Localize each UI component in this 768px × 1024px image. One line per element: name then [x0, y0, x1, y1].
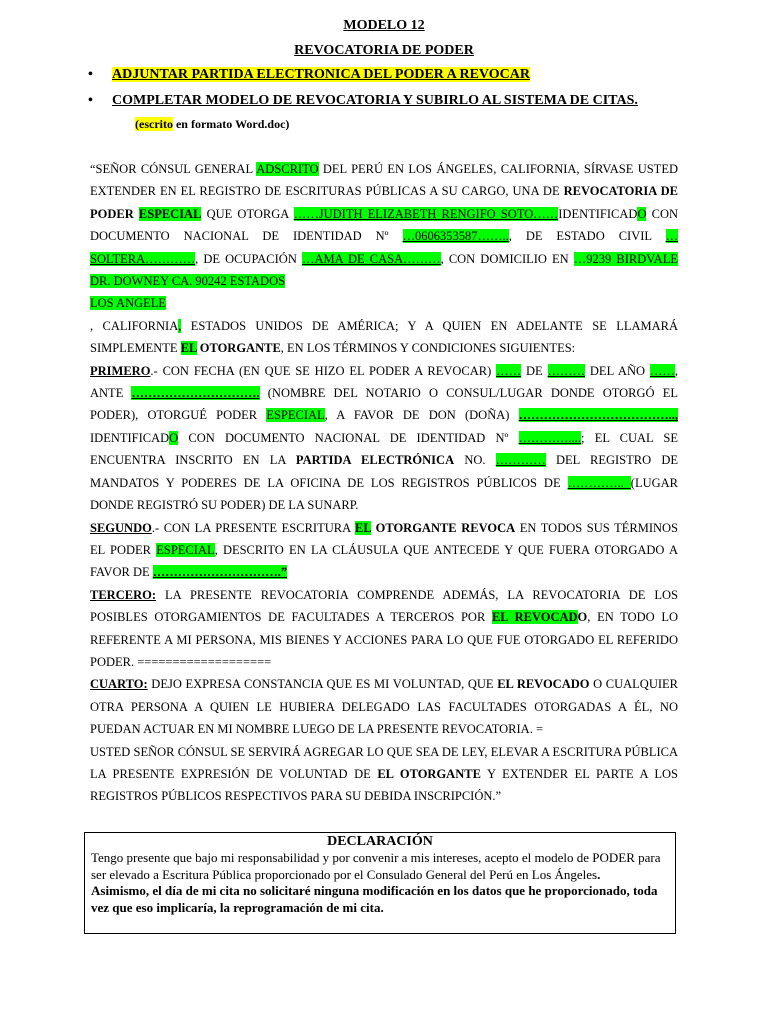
document-subtitle: REVOCATORIA DE PODER: [294, 43, 474, 58]
instruction-item: • COMPLETAR MODELO DE REVOCATORIA Y SUBIRLO AL SISTEMA DE CITAS.: [88, 93, 638, 108]
clause-tercero: TERCERO: LA PRESENTE REVOCATORIA COMPRENDE ADEMÁS, LA REVOCATORIA DE LOS POSIBLES OTORGAMIENTOS DE FACULTADES A TERCEROS POR EL REVOCADO, EN TODO LO REFERENTE A MI PERSONA, MIS BIENES Y ACCIONES PARA LO QUE FUE OTORGADO EL REFERIDO PODER. ===================: [90, 587, 678, 669]
document-title: MODELO 12: [343, 18, 425, 33]
address-field-city: LOS ANGELE: [90, 296, 167, 311]
clause-primero: PRIMERO.- CON FECHA (EN QUE SE HIZO EL PODER A REVOCAR) …… DE ……… DEL AÑO ……, ANTE …………………………. (NOMBRE DEL NOTARIO O CONSUL/LUGAR DONDE OTORGÓ EL PODER), OTORGUÉ PODER ESPECIAL, A FAVOR DE DON (DOÑA) ……………………………….., IDENTIFICADO CON DOCUMENTO NACIONAL DE IDENTIDAD Nº …………....; EL CUAL SE ENCUENTRA INSCRITO EN LA PARTIDA ELECTRÓNICA NO. ………… DEL REGISTRO DE MANDATOS Y PODERES DE LA OFICINA DE LOS REGISTROS PÚBLICOS DE ………….. (LUGAR DONDE REGISTRÓ SU PODER) DE LA SUNARP.: [90, 363, 678, 513]
format-note: (escrito en formato Word.doc): [135, 117, 290, 131]
document-body: “SEÑOR CÓNSUL GENERAL ADSCRITO DEL PERÚ EN LOS ÁNGELES, CALIFORNIA, SÍRVASE USTED EXTENDER EN EL REGISTRO DE ESCRITURAS PÚBLICAS A SU CARGO, UNA DE REVOCATORIA DE PODER ESPECIAL QUE OTORGA ……JUDITH ELIZABETH RENGIFO SOTO……IDENTIFICADO CON DOCUMENTO NACIONAL DE IDENTIDAD Nº …0606353587…….., DE ESTADO CIVIL …SOLTERA…………, DE OCUPACIÓN …AMA DE CASA………, CON DOMICILIO EN …9239 BIRDVALE DR. DOWNEY CA. 90242 ESTADOS LOS ANGELE , CALIFORNIA, ESTADOS UNIDOS DE AMÉRICA; Y A QUIEN EN ADELANTE SE LLAMARÁ SIMPLEMENTE EL OTORGANTE, EN LOS TÉRMINOS Y CONDICIONES SIGUIENTES: PRIMERO.- CON FECHA (EN QUE SE HIZO EL PODER A REVOCAR) …… DE ……… DEL AÑO ……, ANTE …………………………. (NOMBRE DEL NOTARIO O CONSUL/LUGAR DONDE OTORGÓ EL PODER), OTORGUÉ PODER ESPECIAL, A FAVOR DE DON (DOÑA) ……………………………….., IDENTIFICADO CON DOCUMENTO NACIONAL DE IDENTIDAD Nº …………....; EL CUAL SE ENCUENTRA INSCRITO EN LA PARTIDA ELECTRÓNICA NO. ………… DEL REGISTRO DE MANDATOS Y PODERES DE LA OFICINA DE LOS REGISTROS PÚBLICOS DE ………….. (LUGAR DONDE REGISTRÓ SU PODER) DE LA SUNARP. SEGUNDO.- CON LA PRESENTE ESCRITURA EL OTORGANTE REVOCA EN TODOS SUS TÉRMINOS EL PODER ESPECIAL, DESCRITO EN LA CLÁUSULA QUE ANTECEDE Y QUE FUERA OTORGADO A FAVOR DE ………………………….” TERCERO: LA PRESENTE REVOCATORIA COMPRENDE ADEMÁS, LA REVOCATORIA DE LOS POSIBLES OTORGAMIENTOS DE FACULTADES A TERCEROS POR EL REVOCADO, EN TODO LO REFERENTE A MI PERSONA, MIS BIENES Y ACCIONES PARA LO QUE FUE OTORGADO EL REFERIDO PODER. =================== CUARTO: DEJO EXPRESA CONSTANCIA QUE ES MI VOLUNTAD, QUE EL REVOCADO O CUALQUIER OTRA PERSONA A QUIEN LE HUBIERA DELEGADO LAS FACULTADES OTORGADAS A ÉL, NO PUEDAN ACTUAR EN MI NOMBRE LUEGO DE LA PRESENTE REVOCATORIA. = USTED SEÑOR CÓNSUL SE SERVIRÁ AGREGAR LO QUE SEA DE LEY, ELEVAR A ESCRITURA PÚBLICA LA PRESENTE EXPRESIÓN DE VOLUNTAD DE EL OTORGANTE Y EXTENDER EL PARTE A LOS REGISTROS PÚBLICOS RESPECTIVOS PARA SU DEBIDA INSCRIPCIÓN.”: [90, 158, 678, 808]
intro-paragraph: “SEÑOR CÓNSUL GENERAL ADSCRITO DEL PERÚ EN LOS ÁNGELES, CALIFORNIA, SÍRVASE USTED EXTENDER EN EL REGISTRO DE ESCRITURAS PÚBLICAS A SU CARGO, UNA DE REVOCATORIA DE PODER ESPECIAL QUE OTORGA ……JUDITH ELIZABETH RENGIFO SOTO……IDENTIFICADO CON DOCUMENTO NACIONAL DE IDENTIDAD Nº …0606353587…….., DE ESTADO CIVIL …SOLTERA…………, DE OCUPACIÓN …AMA DE CASA………, CON DOMICILIO EN …9239 BIRDVALE DR. DOWNEY CA. 90242 ESTADOS: [90, 162, 679, 289]
declaration-bold-text: Asimismo, el día de mi cita no solicitaré ninguna modificación en los datos que he proporcionado, toda vez que eso implicaría, la reprogramación de mi cita.: [91, 883, 658, 915]
bullet-icon: •: [88, 67, 93, 82]
clause-segundo: SEGUNDO.- CON LA PRESENTE ESCRITURA EL OTORGANTE REVOCA EN TODOS SUS TÉRMINOS EL PODER ESPECIAL, DESCRITO EN LA CLÁUSULA QUE ANTECEDE Y QUE FUERA OTORGADO A FAVOR DE ………………………….”: [90, 520, 678, 580]
instruction-item: • ADJUNTAR PARTIDA ELECTRONICA DEL PODER A REVOCAR: [88, 67, 530, 82]
bullet-icon: •: [88, 93, 93, 108]
declaration-title: DECLARACIÓN: [327, 834, 433, 849]
address-field: …9239 BIRDVALE DR. DOWNEY CA. 90242 ESTADOS: [90, 251, 678, 289]
closing-paragraph: USTED SEÑOR CÓNSUL SE SERVIRÁ AGREGAR LO QUE SEA DE LEY, ELEVAR A ESCRITURA PÚBLICA LA PRESENTE EXPRESIÓN DE VOLUNTAD DE EL OTORGANTE Y EXTENDER EL PARTE A LOS REGISTROS PÚBLICOS RESPECTIVOS PARA SU DEBIDA INSCRIPCIÓN.”: [90, 744, 679, 804]
civil-status-field: …SOLTERA…………: [90, 229, 679, 266]
grantor-name-field: ……JUDITH ELIZABETH RENGIFO SOTO……: [293, 206, 559, 221]
clause-cuarto: CUARTO: DEJO EXPRESA CONSTANCIA QUE ES MI VOLUNTAD, QUE EL REVOCADO O CUALQUIER OTRA PERSONA A QUIEN LE HUBIERA DELEGADO LAS FACULTADES OTORGADAS A ÉL, NO PUEDAN ACTUAR EN MI NOMBRE LUEGO DE LA PRESENTE REVOCATORIA. =: [90, 677, 678, 737]
instruction-list: [88, 66, 638, 118]
declaration-box: [84, 832, 676, 934]
declaration-text: Tengo presente que bajo mi responsabilidad y por convenir a mis intereses, acepto el modelo de PODER para ser elevado a Escritura Pública proporcionado por el Consulado General del Perú en Los Ángeles.: [91, 850, 661, 882]
dni-field: …0606353587……..: [402, 229, 509, 244]
occupation-field: …AMA DE CASA………: [301, 251, 441, 266]
